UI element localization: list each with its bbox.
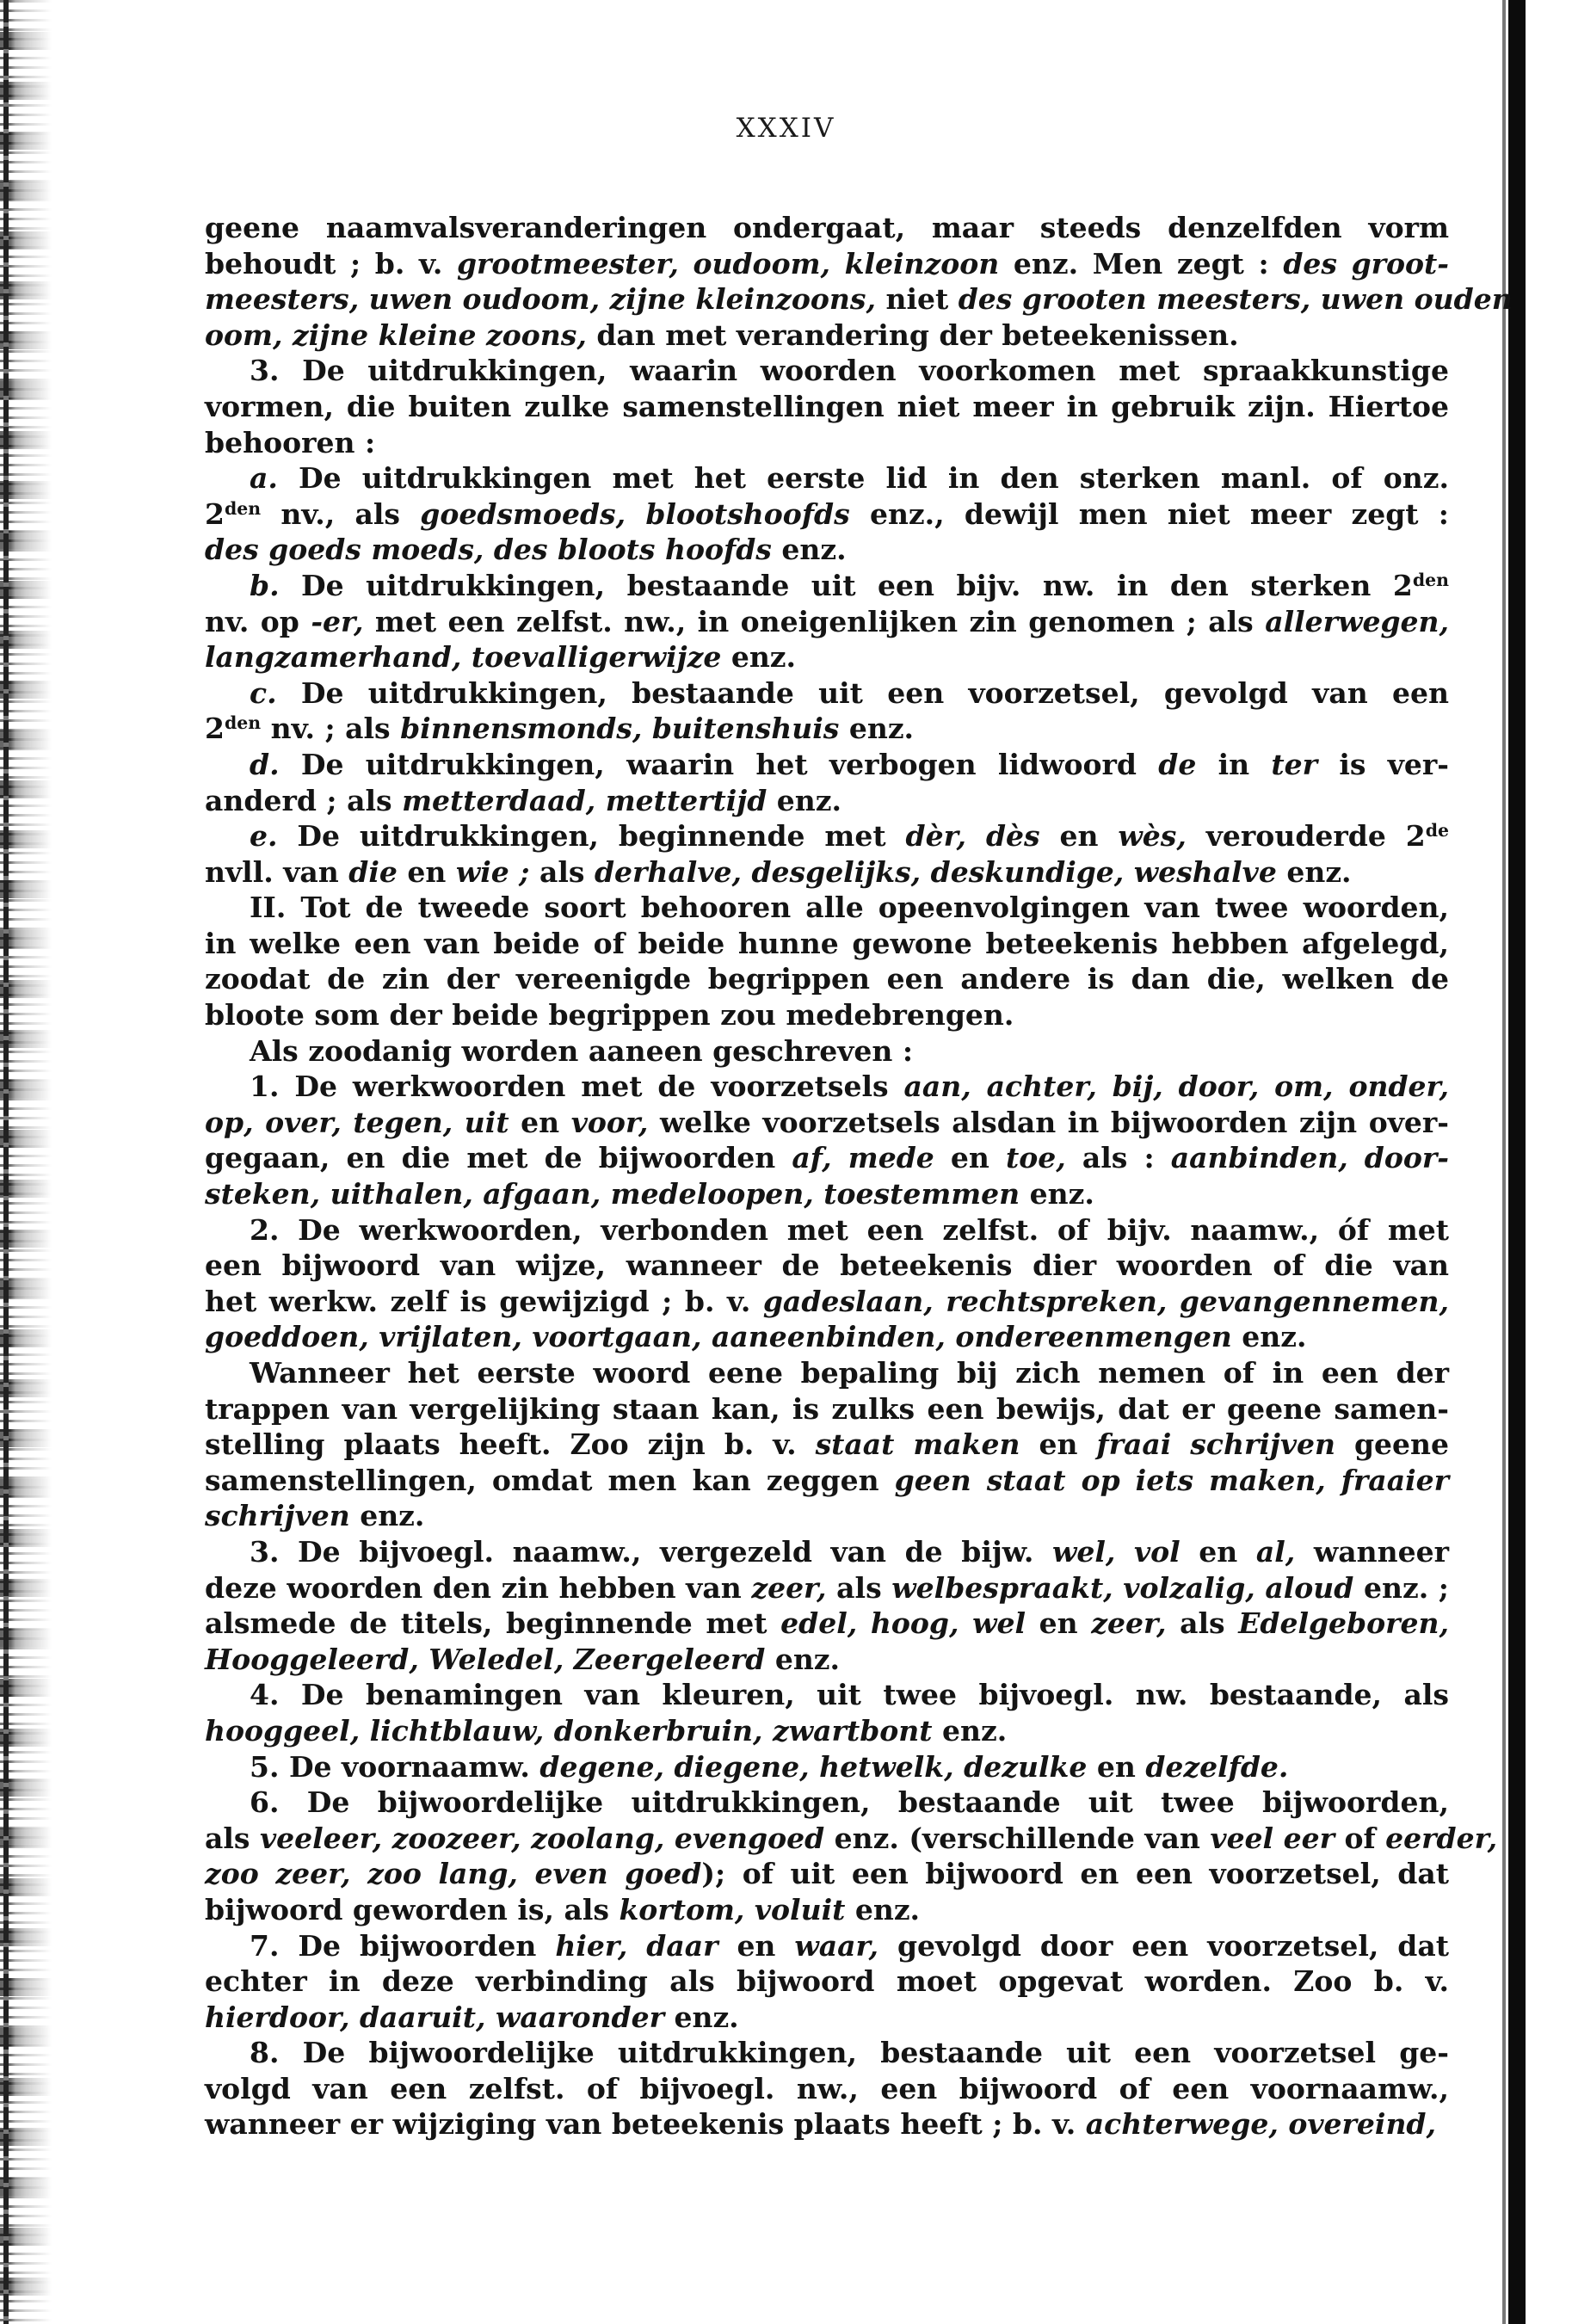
- italic-term: ter: [1271, 747, 1318, 781]
- text-run: en: [509, 1105, 571, 1139]
- italic-term: aan, achter, bij, door, om, onder,: [903, 1070, 1449, 1104]
- text-line: [205, 1677, 1449, 1713]
- text-run: 3. De uitdrukkingen, waarin woorden voorkomen met spraakkunstige: [250, 354, 1449, 388]
- text-run: alsmede de titels, beginnende met: [205, 1606, 781, 1641]
- text-run: dan met verandering der beteekenissen.: [586, 317, 1239, 352]
- text-run: enz.: [767, 783, 842, 817]
- italic-term: veeleer, zoozeer, zoolang, evengoed: [260, 1821, 825, 1855]
- italic-term: meesters, uwen oudoom, zijne kleinzoons,: [205, 282, 876, 317]
- text-run: echter in deze verbinding als bijwoord moet opgevat worden. Zoo b. v.: [205, 1964, 1449, 1999]
- text-line: [205, 353, 1449, 389]
- ordinal-suffix: den: [224, 712, 262, 734]
- italic-term: die: [348, 854, 398, 889]
- text-run: en: [934, 1141, 1006, 1175]
- text-run: nv. op: [205, 604, 311, 638]
- italic-term: hierdoor, daaruit, waaronder: [205, 2000, 664, 2034]
- text-run: als: [529, 854, 595, 889]
- text-line: [205, 1856, 1449, 1892]
- italic-term: al,: [1255, 1534, 1296, 1569]
- italic-term: af, mede: [792, 1141, 934, 1175]
- italic-term: voor,: [570, 1105, 649, 1139]
- italic-term: wie ;: [455, 854, 530, 889]
- text-line: [205, 1534, 1449, 1570]
- text-line: [205, 1606, 1449, 1642]
- text-run: en: [1039, 819, 1119, 854]
- text-line: [205, 460, 1449, 496]
- italic-term: des goeds moeds, des bloots hoofds: [205, 533, 772, 567]
- text-line: [205, 675, 1449, 712]
- italic-term: d.: [250, 747, 280, 781]
- text-run: behoudt ; b. v.: [205, 246, 457, 280]
- italic-term: goedsmoeds, blootshoofds: [420, 496, 850, 531]
- text-run: deze woorden den zin hebben van: [205, 1570, 752, 1605]
- text-run: als: [826, 1570, 892, 1605]
- text-run: enz. ;: [1353, 1570, 1449, 1605]
- text-line: [205, 425, 1449, 461]
- text-run: een bijwoord van wijze, wanneer de beteekenis dier woorden of die van: [205, 1248, 1449, 1283]
- italic-term: welbespraakt, volzalig, aloud: [891, 1570, 1354, 1605]
- text-run: geene naamvalsveranderingen ondergaat, maar steeds denzelfden vorm: [205, 211, 1449, 244]
- text-line: [205, 246, 1449, 282]
- italic-term: gadeslaan, rechtspreken, gevangennemen,: [762, 1284, 1449, 1318]
- text-line: [205, 2106, 1449, 2142]
- italic-term: c.: [250, 675, 277, 710]
- text-line: [205, 1212, 1449, 1248]
- text-run: en: [1087, 1749, 1146, 1784]
- italic-term: grootmeester, oudoom, kleinzoon: [456, 246, 1000, 280]
- text-run: wanneer er wijziging van beteekenis plaats heeft ; b. v.: [205, 2107, 1086, 2142]
- text-line: [205, 532, 1449, 568]
- italic-term: veel eer: [1210, 1821, 1335, 1855]
- italic-term: dezelfde.: [1145, 1749, 1289, 1784]
- text-run: 8. De bijwoordelijke uitdrukkingen, bestaande uit een voorzetsel ge-: [250, 2036, 1449, 2070]
- page-edge-line: [1502, 0, 1506, 2324]
- text-run: vormen, die buiten zulke samenstellingen niet meer in gebruik zijn. Hiertoe: [205, 389, 1449, 423]
- text-line: [205, 639, 1449, 675]
- text-run: bloote som der beide begrippen zou medebrengen.: [205, 998, 1014, 1033]
- italic-term: degene, diegene, hetwelk, dezulke: [539, 1749, 1088, 1784]
- page-edge-shadow: [1508, 0, 1526, 2324]
- text-run: in: [1196, 747, 1272, 781]
- text-line: [205, 854, 1449, 891]
- italic-term: -er,: [311, 604, 364, 638]
- text-run: met een zelfst. nw., in oneigenlijken zin genomen ; als: [363, 604, 1266, 638]
- text-line: [205, 1713, 1449, 1749]
- italic-term: edel, hoog, wel: [780, 1606, 1026, 1641]
- body-text: [205, 210, 1513, 2142]
- text-line: [205, 1749, 1449, 1785]
- text-run: en: [1020, 1427, 1097, 1462]
- text-run: samenstellingen, omdat men kan zeggen: [205, 1463, 895, 1497]
- text-run: enz.: [771, 533, 847, 567]
- text-run: stelling plaats heeft. Zoo zijn b. v.: [205, 1427, 816, 1462]
- text-run: II. Tot de tweede soort behooren alle opeenvolgingen van twee woorden,: [250, 891, 1449, 925]
- text-run: niet: [875, 282, 959, 317]
- italic-term: e.: [250, 819, 278, 854]
- text-line: [205, 1928, 1449, 1964]
- text-line: [205, 389, 1449, 425]
- text-run: behooren :: [205, 425, 376, 459]
- text-run: 4. De benamingen van kleuren, uit twee bijvoegl. nw. bestaande, als: [250, 1678, 1449, 1712]
- text-run: 2: [205, 712, 225, 746]
- italic-term: dèr, dès: [905, 819, 1040, 854]
- ordinal-suffix: den: [1412, 569, 1449, 590]
- text-run: wanneer: [1295, 1534, 1449, 1569]
- italic-term: zeer,: [1091, 1606, 1167, 1641]
- text-run: of: [1334, 1821, 1386, 1855]
- italic-term: allerwegen,: [1265, 604, 1449, 638]
- text-line: [205, 818, 1449, 854]
- text-run: enz.: [932, 1713, 1008, 1748]
- text-run: 2. De werkwoorden, verbonden met een zelfst. of bijv. naamw., óf met: [250, 1212, 1449, 1247]
- text-run: 6. De bijwoordelijke uitdrukkingen, bestaande uit twee bijwoorden,: [250, 1785, 1449, 1820]
- italic-term: eerder,: [1385, 1821, 1498, 1855]
- text-run: bijwoord geworden is, als: [205, 1892, 620, 1926]
- text-run: ); of uit een bijwoord en een voorzetsel, dat: [701, 1857, 1449, 1891]
- text-run: 2: [205, 496, 225, 531]
- italic-term: zoo zeer, zoo lang, even goed: [205, 1857, 702, 1891]
- text-run: De uitdrukkingen, waarin het verbogen lidwoord: [279, 747, 1159, 781]
- text-line: [205, 2035, 1449, 2071]
- italic-term: hooggeel, lichtblauw, donkerbruin, zwartbont: [205, 1713, 933, 1748]
- text-run: enz.: [839, 712, 915, 746]
- text-line: [205, 747, 1449, 783]
- text-line: [205, 997, 1449, 1033]
- italic-term: de: [1158, 747, 1197, 781]
- text-run: gevolgd door een voorzetsel, dat: [878, 1928, 1449, 1963]
- text-run: als :: [1065, 1141, 1171, 1175]
- italic-term: goeddoen, vrijlaten, voortgaan, aaneenbinden, ondereenmengen: [205, 1320, 1232, 1354]
- italic-term: geen staat op iets maken, fraaier: [894, 1463, 1449, 1497]
- text-run: gegaan, en die met de bijwoorden: [205, 1141, 792, 1175]
- text-line: [205, 1176, 1449, 1212]
- italic-term: Hooggeleerd, Weledel, Zeergeleerd: [205, 1642, 766, 1676]
- text-run: nvll. van: [205, 854, 349, 889]
- text-run: enz.: [1020, 1177, 1094, 1211]
- text-run: De uitdrukkingen, bestaande uit een voorzetsel, gevolgd van een: [276, 675, 1449, 710]
- text-line: [205, 281, 1513, 317]
- text-line: [205, 1570, 1449, 1606]
- italic-term: staat maken: [815, 1427, 1020, 1462]
- text-line: [205, 1391, 1449, 1427]
- text-line: [205, 568, 1449, 604]
- text-run: welke voorzetsels alsdan in bijwoorden zijn over-: [648, 1105, 1449, 1139]
- text-run: nv. ; als: [261, 712, 401, 746]
- italic-term: kortom, voluit: [619, 1892, 846, 1926]
- text-line: [205, 1892, 1449, 1928]
- italic-term: metterdaad, mettertijd: [402, 783, 768, 817]
- text-line: [205, 1963, 1449, 2000]
- text-line: [205, 783, 1449, 819]
- italic-term: op, over, tegen, uit: [205, 1105, 509, 1139]
- text-run: trappen van vergelijking staan kan, is zulks een bewijs, dat er geene samen-: [205, 1391, 1449, 1426]
- italic-term: oom, zijne kleine zoons,: [205, 317, 587, 352]
- text-run: De uitdrukkingen met het eerste lid in den sterken manl. of onz.: [277, 461, 1449, 496]
- text-run: en: [718, 1928, 795, 1963]
- text-line: [205, 1140, 1449, 1176]
- text-run: enz. (verschillende van: [824, 1821, 1211, 1855]
- text-run: geene: [1335, 1427, 1450, 1462]
- italic-term: fraai schrijven: [1096, 1427, 1335, 1462]
- text-line: [205, 1248, 1449, 1284]
- text-run: enz.: [845, 1892, 921, 1926]
- italic-term: achterwege, overeind,: [1085, 2107, 1436, 2142]
- text-run: volgd van een zelfst. of bijvoegl. nw., een bijwoord of een voornaamw.,: [205, 2071, 1449, 2105]
- text-line: [205, 1284, 1449, 1320]
- italic-term: toe,: [1006, 1141, 1066, 1175]
- text-run: 5. De voornaamw.: [250, 1749, 540, 1784]
- text-run: 7. De bijwoorden: [250, 1928, 556, 1963]
- text-run: en: [397, 854, 456, 889]
- text-run: anderd ; als: [205, 783, 403, 817]
- italic-term: schrijven: [205, 1499, 350, 1533]
- text-line: [205, 1427, 1449, 1463]
- italic-term: des groot-: [1283, 246, 1449, 280]
- text-run: De uitdrukkingen, beginnende met: [277, 819, 906, 854]
- italic-term: aanbinden, door-: [1170, 1141, 1449, 1175]
- italic-term: derhalve, desgelijks, deskundige, weshalve: [594, 854, 1277, 889]
- italic-term: wès,: [1118, 819, 1187, 854]
- italic-term: b.: [250, 568, 280, 602]
- italic-term: zeer,: [751, 1570, 827, 1605]
- binding-edge-line: [3, 0, 9, 2324]
- text-run: enz.: [663, 2000, 739, 2034]
- text-line: [205, 2000, 1449, 2036]
- italic-term: binnensmonds, buitenshuis: [400, 712, 840, 746]
- text-run: enz.: [349, 1499, 425, 1533]
- text-line: [205, 1642, 1449, 1678]
- text-run: 1. De werkwoorden met de voorzetsels: [250, 1070, 904, 1104]
- ordinal-suffix: de: [1425, 819, 1449, 841]
- text-run: nv., als: [261, 496, 421, 531]
- text-line: [205, 1105, 1449, 1141]
- text-run: Wanneer het eerste woord eene bepaling bij zich nemen of in een der: [250, 1356, 1449, 1390]
- text-run: enz.: [1276, 854, 1352, 889]
- ordinal-suffix: den: [224, 497, 262, 519]
- text-line: [205, 1785, 1449, 1821]
- text-run: enz. Men zegt :: [999, 246, 1284, 280]
- text-line: [205, 317, 1449, 354]
- text-line: [205, 1498, 1449, 1534]
- text-run: enz.: [765, 1642, 841, 1676]
- text-run: enz.: [721, 640, 797, 675]
- text-line: [205, 210, 1449, 246]
- text-run: 3. De bijvoegl. naamw., vergezeld van de bijw.: [250, 1534, 1052, 1569]
- text-run: enz.: [1231, 1320, 1307, 1354]
- text-line: [205, 1319, 1449, 1355]
- page-number-heading: XXXIV: [736, 113, 836, 144]
- italic-term: waar,: [794, 1928, 879, 1963]
- text-line: [205, 604, 1449, 640]
- text-run: en: [1026, 1606, 1092, 1641]
- text-line: [205, 890, 1449, 926]
- text-line: [205, 1463, 1449, 1499]
- text-line: [205, 1033, 1449, 1070]
- text-line: [205, 1821, 1498, 1857]
- text-line: [205, 496, 1449, 533]
- text-run: als: [1166, 1606, 1239, 1641]
- italic-term: wel, vol: [1051, 1534, 1181, 1569]
- italic-term: Edelgeboren,: [1238, 1606, 1449, 1641]
- text-run: De uitdrukkingen, bestaande uit een bijv. nw. in den sterken 2: [279, 568, 1413, 602]
- italic-term: a.: [250, 461, 278, 496]
- text-line: [205, 1069, 1449, 1105]
- text-run: Als zoodanig worden aaneen geschreven :: [250, 1033, 914, 1068]
- text-run: in welke een van beide of beide hunne gewone beteekenis hebben afgelegd,: [205, 926, 1449, 960]
- text-line: [205, 711, 1449, 747]
- italic-term: hier, daar: [555, 1928, 718, 1963]
- text-run: enz., dewijl men niet meer zegt :: [849, 496, 1449, 531]
- italic-term: des grooten meesters, uwen ouden: [958, 282, 1513, 317]
- text-run: verouderde 2: [1186, 819, 1426, 854]
- text-line: [205, 1355, 1449, 1391]
- text-run: is ver-: [1317, 747, 1449, 781]
- text-run: en: [1180, 1534, 1256, 1569]
- text-run: het werkw. zelf is gewijzigd ; b. v.: [205, 1284, 763, 1318]
- text-line: [205, 926, 1449, 962]
- text-run: als: [205, 1821, 260, 1855]
- text-run: zoodat de zin der vereenigde begrippen een andere is dan die, welken de: [205, 962, 1449, 996]
- italic-term: steken, uithalen, afgaan, medeloopen, toestemmen: [205, 1177, 1020, 1211]
- italic-term: langzamerhand, toevalligerwijze: [205, 640, 722, 675]
- text-line: [205, 2071, 1449, 2107]
- text-line: [205, 961, 1449, 997]
